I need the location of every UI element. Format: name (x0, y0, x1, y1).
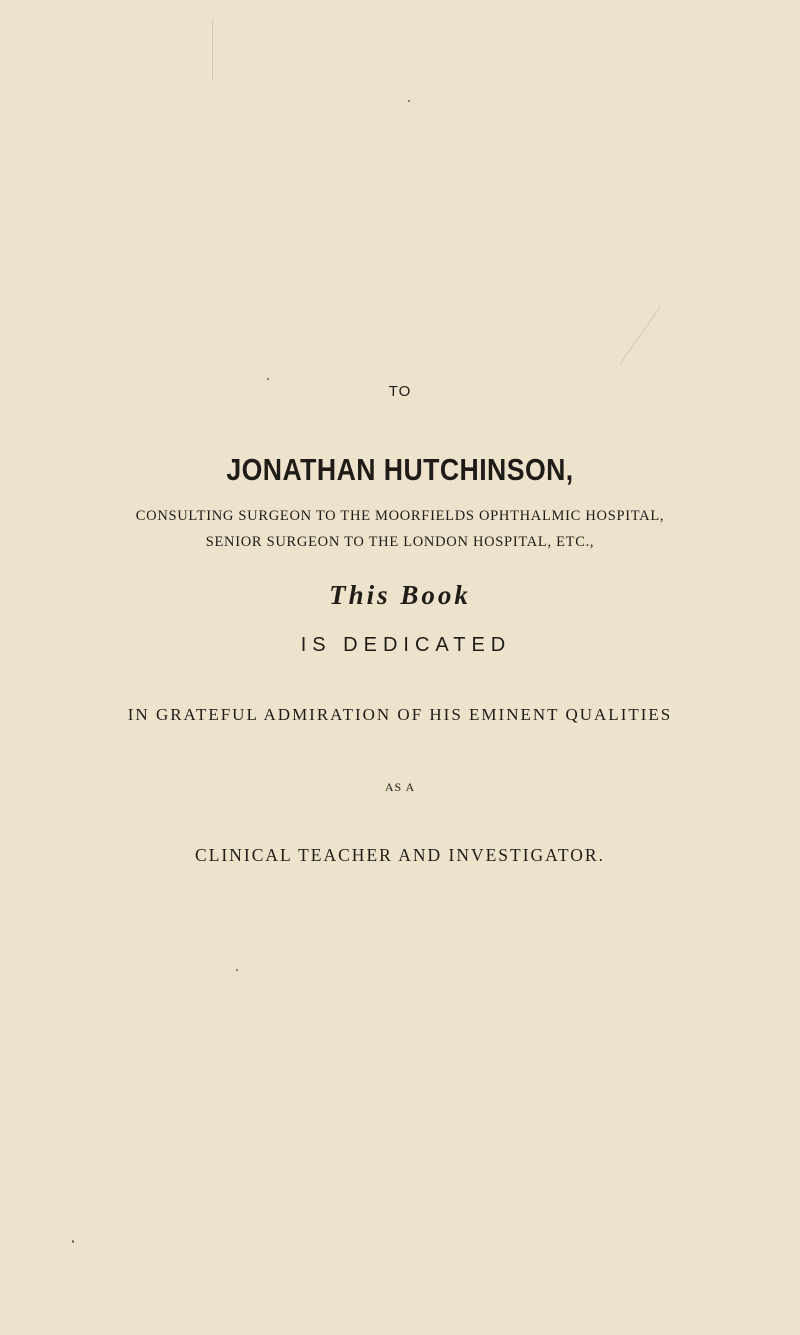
paper-speck (236, 969, 238, 971)
dedicatee-title-line-1: CONSULTING SURGEON TO THE MOORFIELDS OPHTHALMIC HOSPITAL, (135, 508, 665, 524)
is-dedicated: IS DEDICATED (300, 634, 512, 656)
paper-crease (212, 20, 213, 80)
dedicatee-title-line-2: SENIOR SURGEON TO THE LONDON HOSPITAL, ETC., (205, 534, 595, 550)
clinical-teacher-line: CLINICAL TEACHER AND INVESTIGATOR. (195, 845, 605, 865)
paper-speck (408, 100, 410, 102)
paper-crease (620, 306, 661, 364)
dedication-to: TO (388, 383, 412, 400)
paper-speck (72, 1240, 74, 1243)
admiration-line: IN GRATEFUL ADMIRATION OF HIS EMINENT QUALITIES (127, 705, 673, 724)
dedicatee-name: JONATHAN HUTCHINSON, (226, 452, 574, 487)
as-a-line: AS A (384, 780, 416, 794)
paper-speck (267, 378, 269, 380)
this-book-blackletter: This Book (329, 580, 471, 610)
